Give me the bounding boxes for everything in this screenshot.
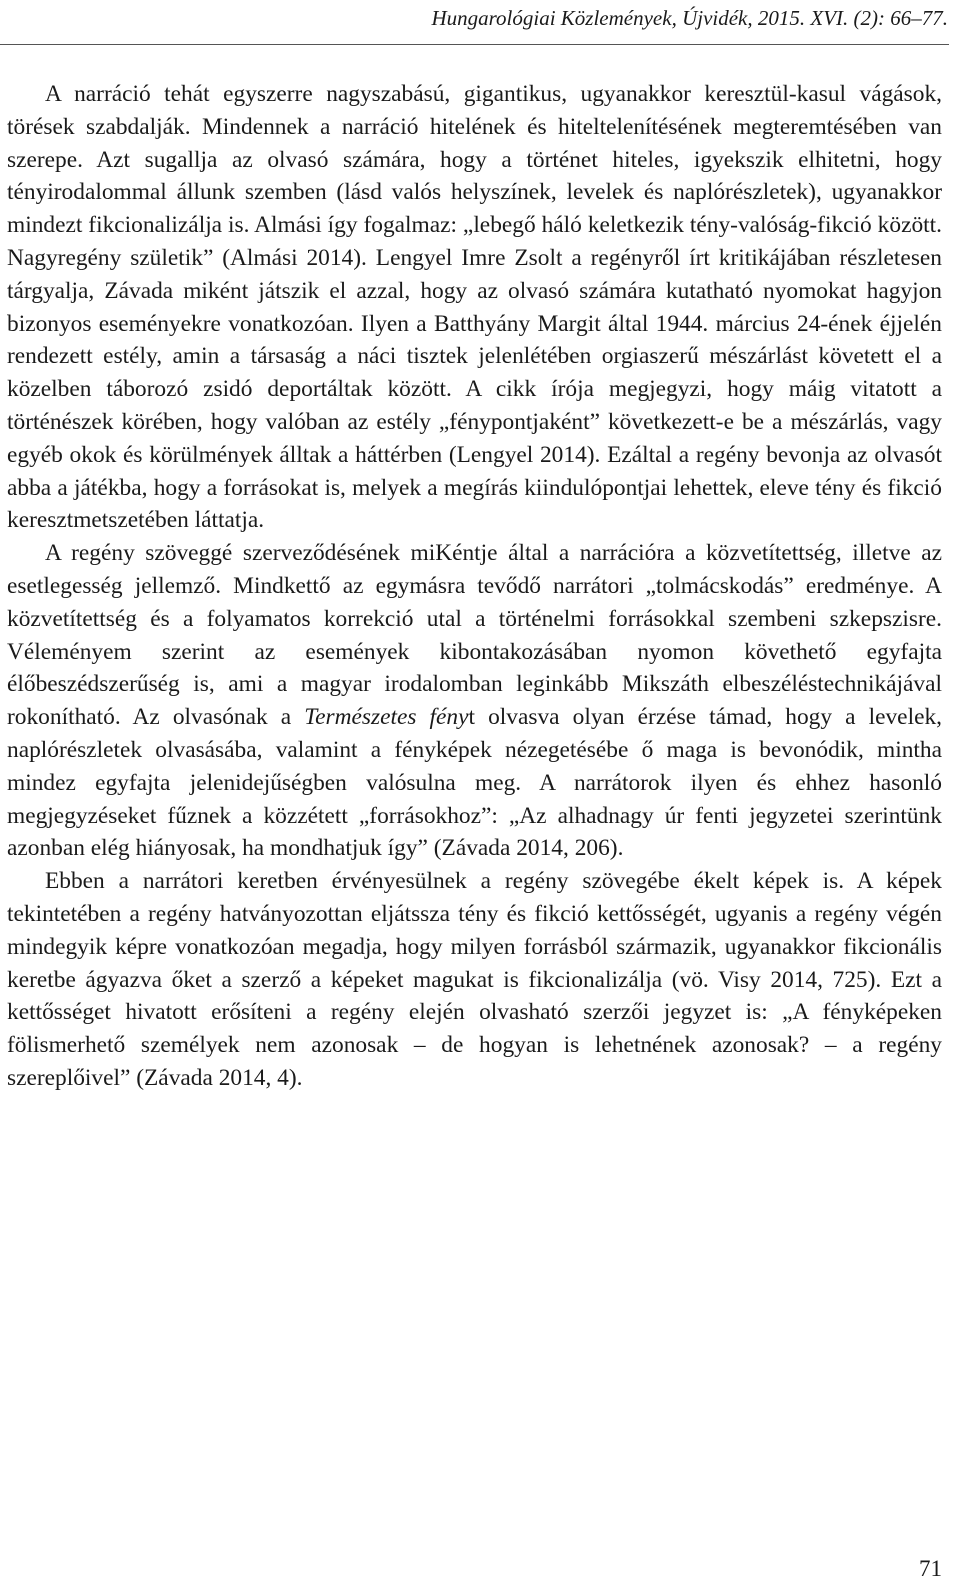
article-body: [7, 78, 942, 1095]
paragraph-2-text-after: t olvasva olyan érzése támad, hogy a levelek, naplórészletek olvasásába, valamint a fényképek nézegetésébe ő maga is bevonódik, mintha mindez egyfajta jelenidejűségben valósulna meg. A narrátorok ilyen és ehhez hasonló megjegyzéseket fűznek a közzétett „forrásokhoz”: „Az alhadnagy úr fenti jegyzetei szerintünk azonban elég hiányosak, ha mondhatjuk így” (Závada 2014, 206).: [7, 704, 942, 862]
paragraph-2: [7, 537, 942, 865]
header-rule: [0, 44, 949, 45]
paragraph-3: Ebben a narrátori keretben érvényesülnek a regény szövegébe ékelt képek is. A képek tekintetében a regény hatványozottan eljátssza tény és fikció kettősségét, ugyanis a regény végén mindegyik képre vonatkozóan megadja, hogy milyen forrásból származik, ugyanakkor fikcionális keretbe ágyazva őket a szerző a képeket magukat is fikcionalizálja (vö. Visy 2014, 725). Ezt a kettősséget hivatott erősíteni a regény elején olvasható szerzői jegyzet is: „A fényképeken fölismerhető személyek nem azonosak – de hogyan is lehetnének azonosak? – a regény szereplőivel” (Závada 2014, 4).: [7, 868, 942, 1091]
book-title-italic: Természetes fény: [304, 704, 469, 731]
running-header: Hungarológiai Közlemények, Újvidék, 2015. XVI. (2): 66–77.: [431, 6, 948, 30]
paragraph-2-text-before: A regény szöveggé szerveződésének miKéntje által a narrációra a közvetítettség, illetve az esetlegesség jellemző. Mindkettő az egymásra tevődő narrátori „tolmácskodás” eredménye. A közvetítettség és a folyamatos korrekció utal a történelmi forrásokkal szembeni szkepszisre. Véleményem szerint az események kibontakozásában nyomon követhető egyfajta élőbeszédszerűség is, ami a magyar irodalomban leginkább Mikszáth elbeszéléstechnikájával rokonítható. Az olvasónak a: [7, 540, 942, 731]
page-number: 71: [919, 1556, 942, 1581]
paragraph-1: A narráció tehát egyszerre nagyszabású, gigantikus, ugyanakkor keresztül-kasul vágások, törések szabdalják. Mindennek a narráció hitelének és hiteltelenítésének megteremtésében van szerepe. Azt sugallja az olvasó számára, hogy a történet hiteles, igyekszik elhitetni, hogy tényirodalommal állunk szemben (lásd valós helyszínek, levelek és naplórészletek), ugyanakkor mindezt fikcionalizálja is. Almási így fogalmaz: „lebegő háló keletkezik tény-valóság-fikció között. Nagyregény születik” (Almási 2014). Lengyel Imre Zsolt a regényről írt kritikájában részletesen tárgyalja, Závada miként játszik el azzal, hogy az olvasó számára kutatható nyomokat hagyjon bizonyos eseményekre vonatkozóan. Ilyen a Batthyány Margit által 1944. március 24-ének éjjelén rendezett estély, amin a társaság a náci tisztek jelenlétében orgiaszerű mészárlást követett el a közelben táborozó zsidó deportáltak között. A cikk írója megjegyzi, hogy máig vitatott a történészek körében, hogy valóban az estély „fénypontjaként” következett-e be a mészárlás, vagy egyéb okok és körülmények álltak a háttérben (Lengyel 2014). Ezáltal a regény bevonja az olvasót abba a játékba, hogy a forrásokat is, melyek a megírás kiindulópontjai lehettek, eleve tény és fikció keresztmetszetében láttatja.: [7, 81, 942, 534]
